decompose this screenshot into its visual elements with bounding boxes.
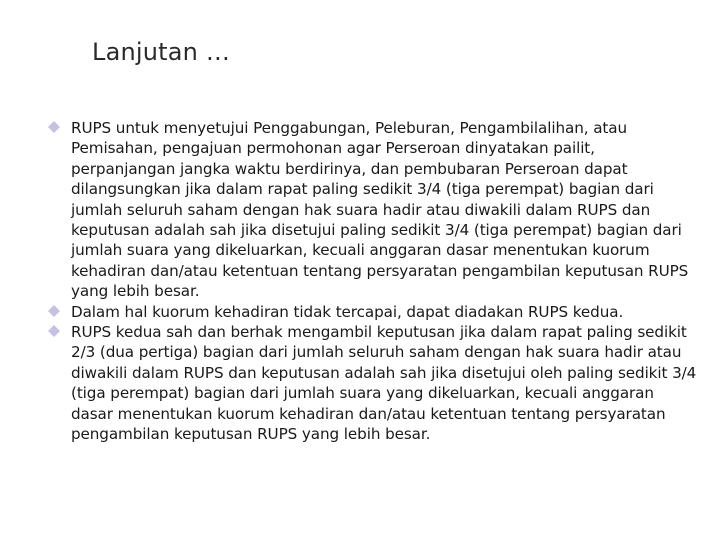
bullet-text-3: RUPS kedua sah dan berhak mengambil keputusan jika dalam rapat paling sedikit 2/3 (dua pertiga) bagian dari jumlah seluruh saham dengan hak suara hadir atau diwakili dalam RUPS dan keputusan adalah sah jika disetujui oleh paling sedikit 3/4 (tiga perempat) bagian dari jumlah suara yang dikeluarkan, kecuali anggaran dasar menentukan kuorum kehadiran dan/atau ketentuan tentang persyaratan pengambilan keputusan RUPS yang lebih besar. xyxy=(71,323,697,444)
slide-title: Lanjutan … xyxy=(92,38,231,66)
diamond-bullet-icon xyxy=(48,325,60,337)
bullet-item-1 xyxy=(48,118,698,302)
bullet-item-2 xyxy=(48,302,698,322)
bullet-list xyxy=(48,118,698,445)
diamond-bullet-icon xyxy=(48,305,60,317)
bullet-text-1: RUPS untuk menyetujui Penggabungan, Peleburan, Pengambilalihan, atau Pemisahan, pengajuan permohonan agar Perseroan dinyatakan pailit, perpanjangan jangka waktu berdirinya, dan pembubaran Perseroan dapat dilangsungkan jika dalam rapat paling sedikit 3/4 (tiga perempat) bagian dari jumlah seluruh saham dengan hak suara hadir atau diwakili dalam RUPS dan keputusan adalah sah jika disetujui paling sedikit 3/4 (tiga perempat) bagian dari jumlah suara yang dikeluarkan, kecuali anggaran dasar menentukan kuorum kehadiran dan/atau ketentuan tentang persyaratan pengambilan keputusan RUPS yang lebih besar. xyxy=(71,119,689,301)
bullet-item-3 xyxy=(48,322,698,444)
bullet-text-2: Dalam hal kuorum kehadiran tidak tercapai, dapat diadakan RUPS kedua. xyxy=(71,302,624,321)
diamond-bullet-icon xyxy=(48,121,60,133)
